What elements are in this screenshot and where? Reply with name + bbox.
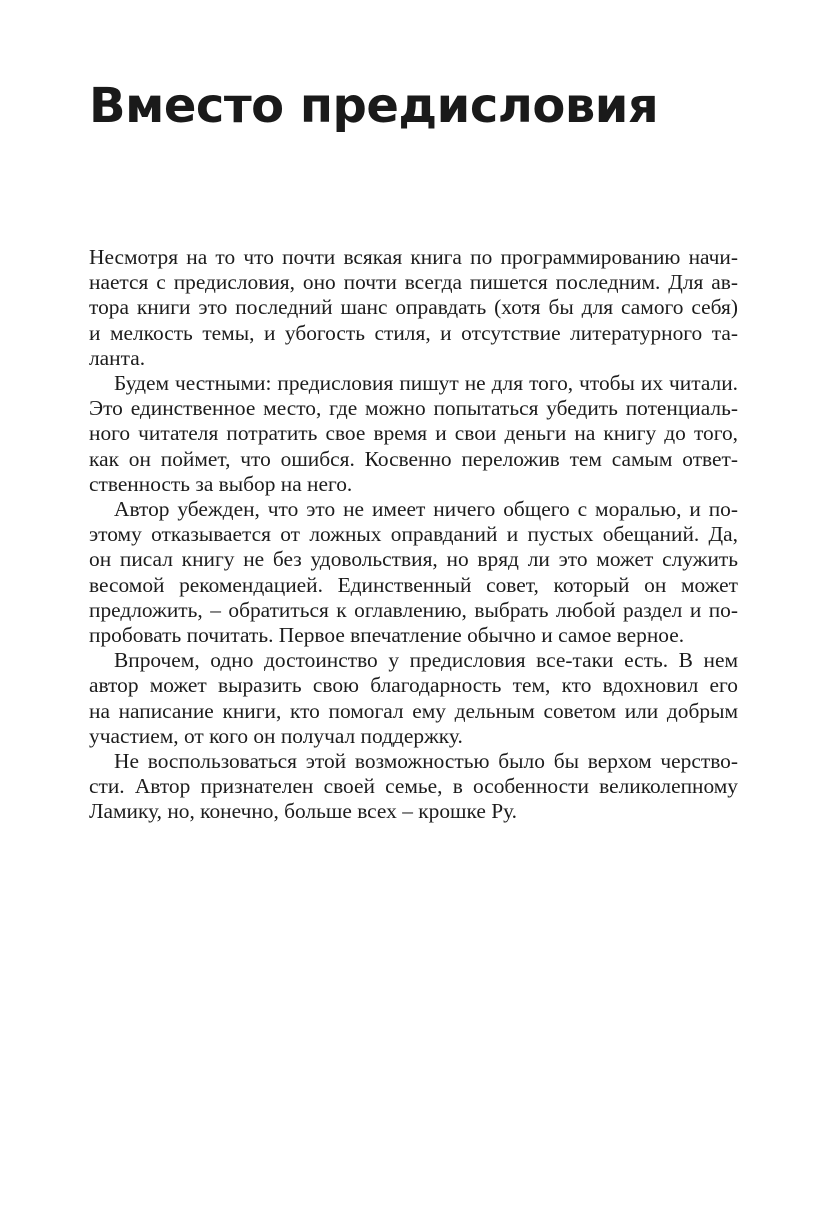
text-line: ланта. [89,345,146,370]
text-line: Не воспользоваться этой возможностью было бы верхом черство- [114,749,738,774]
text-line: участием, от кого он получал поддержку. [89,723,463,748]
text-line: Автор убежден, что это не имеет ничего общего с моралью, и по- [114,497,738,522]
text-line: этому отказывается от ложных оправданий и пустых обещаний. Да, [89,522,738,547]
text-line: Несмотря на то что почти всякая книга по программированию начи- [89,245,738,269]
text-line: Ламику, но, конечно, больше всех – крошке Ру. [89,799,517,824]
paragraph-4 [89,648,738,749]
text-line: весомой рекомендацией. Единственный совет, который он может [89,572,738,597]
text-line: автор может выразить свою благодарность тем, кто вдохновил его [89,673,738,698]
paragraph-3 [89,497,738,648]
text-line: предложить, – обратиться к оглавлению, выбрать любой раздел и по- [89,597,738,622]
text-line: Это единственное место, где можно попытаться убедить потенциаль- [89,396,738,421]
text-line: нается с предисловия, оно почти всегда пишется последним. Для ав- [89,270,738,295]
page-title: Вместо предисловия [89,78,659,134]
text-line: сти. Автор признателен своей семье, в особенности великолепному [89,774,738,799]
text-line: Впрочем, одно достоинство у предисловия все-таки есть. В нем [114,648,738,673]
text-line: пробовать почитать. Первое впечатление обычно и самое верное. [89,623,685,648]
paragraph-5 [89,749,738,825]
paragraph-1 [89,245,738,371]
text-line: ного читателя потратить свое время и свои деньги на книгу до того, [89,421,738,446]
text-line: и мелкость темы, и убогость стиля, и отсутствие литературного та- [89,320,738,345]
paragraph-2 [89,371,738,497]
text-line: как он поймет, что ошибся. Косвенно переложив тем самым ответ- [89,446,738,471]
foreword-body [89,245,738,825]
text-line: ственность за выбор на него. [89,471,353,496]
text-line: он писал книгу не без удовольствия, но вряд ли это может служить [89,547,738,572]
text-line: Будем честными: предисловия пишут не для того, чтобы их читали. [114,371,738,396]
text-line: тора книги это последний шанс оправдать (хотя бы для самого себя) [89,295,738,320]
text-line: на написание книги, кто помогал ему дельным советом или добрым [89,698,738,723]
